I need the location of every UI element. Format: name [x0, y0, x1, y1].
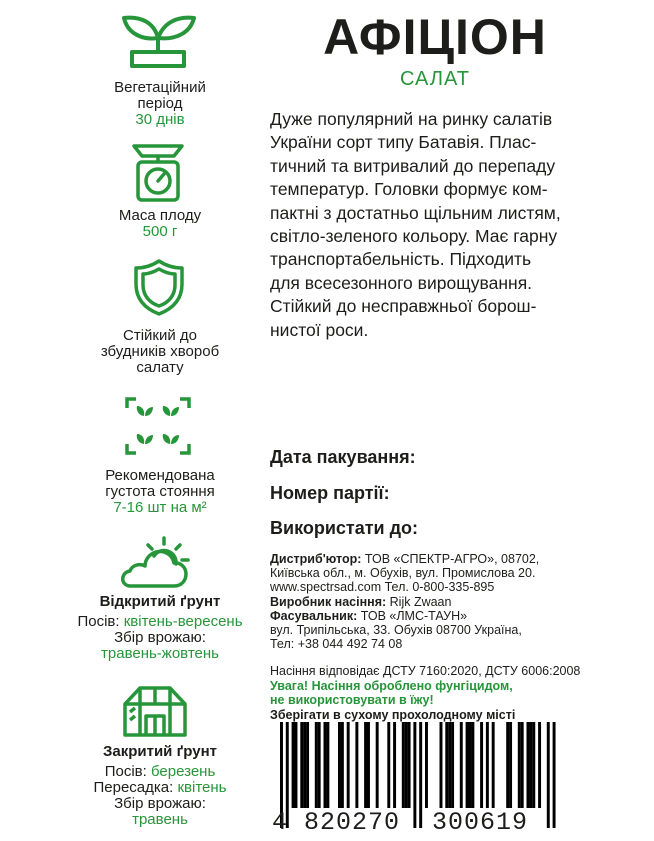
barcode-bar [480, 722, 483, 808]
barcode-bar [303, 722, 306, 808]
barcode-bar [445, 722, 448, 808]
open-ground-sowing [55, 614, 265, 630]
barcode-bar [527, 722, 530, 808]
description-line: світло-зеленого кольору. Має гарну [270, 226, 558, 247]
open-ground-section [55, 594, 265, 662]
barcode-bar [547, 722, 550, 828]
barcode-bar [324, 722, 327, 808]
barcode-bar [466, 722, 469, 808]
barcode-bar [506, 722, 509, 808]
resistance-label-3: салату [136, 359, 184, 376]
barcode-bar [532, 722, 535, 808]
barcode-bar [440, 722, 443, 808]
greenhouse-icon [122, 684, 188, 738]
vegetation-characteristic [55, 80, 265, 128]
barcode-bar [405, 722, 408, 808]
barcode-bar [521, 722, 524, 808]
barcode-first-digit: 4 [272, 808, 289, 837]
shield-icon [132, 258, 186, 316]
barcode-bar [326, 722, 329, 808]
barcode-bar [486, 722, 489, 808]
open-ground-title: Відкритий ґрунт [99, 593, 221, 610]
description-line: Дуже популярний на ринку салатів [270, 109, 553, 129]
vegetation-label-2: період [137, 95, 183, 112]
barcode-bar [529, 722, 532, 808]
barcode-bar [460, 722, 463, 808]
packing-date-label: Дата пакування: [270, 447, 416, 467]
product-title: АФІЦІОН [323, 9, 547, 65]
barcode-bar [295, 722, 298, 808]
barcode-group-1: 820270 [304, 808, 401, 837]
barcode-bar [471, 722, 474, 808]
description-line: Стійкий до несправжньої борош- [270, 296, 537, 317]
closed-ground-sowing [55, 764, 265, 780]
barcode-bar [318, 722, 321, 808]
distributor-line: ТОВ «СПЕКТР-АГРО», 08702, [364, 552, 540, 566]
sprout-icon [118, 8, 198, 70]
barcode-bar [347, 722, 350, 808]
barcode-bar [300, 722, 303, 808]
barcode-bar [553, 722, 556, 828]
storage-note: Зберігати в сухому прохолодному місті [270, 707, 516, 722]
closed-ground-section [55, 744, 265, 828]
planting-grid-icon [124, 396, 192, 456]
description-line: нистої роси. [270, 319, 369, 340]
barcode-bar [451, 722, 454, 808]
resistance-label-2: збудників хвороб [100, 343, 220, 360]
packer-line: вул. Трипільська, 33. Обухів 08700 Україна, [270, 623, 522, 638]
open-sowing-label: Посів: [77, 613, 120, 630]
producer-value: Rijk Zwaan [389, 594, 452, 609]
barcode-bar [355, 722, 358, 808]
barcode-bar [402, 722, 405, 808]
barcode-bar [518, 722, 521, 808]
density-label-2: густота стояння [105, 483, 215, 500]
barcode-bar [419, 722, 422, 828]
use-before-label: Використати до: [270, 518, 419, 538]
warning-line: не використовувати в їжу! [270, 693, 434, 708]
density-characteristic [55, 468, 265, 516]
distributor-label: Дистриб'ютор: [270, 552, 362, 566]
barcode-bar [492, 722, 495, 808]
distributor-line: Київська обл., м. Обухів, вул. Промислова 20. [270, 566, 536, 581]
scale-icon [130, 142, 186, 204]
barcode-bar [338, 722, 341, 808]
barcode-bar [425, 722, 428, 808]
mass-value: 500 г [142, 223, 178, 240]
description-line: температур. Головки формує ком- [270, 179, 548, 200]
product-subtitle: САЛАТ [400, 68, 470, 90]
vegetation-label-1: Вегетаційний [114, 79, 206, 96]
packer-line: Тел: +38 044 492 74 08 [270, 637, 403, 652]
distributor-line: www.spectrsad.com Тел. 0-800-335-895 [270, 580, 495, 595]
barcode-bar [469, 722, 472, 808]
open-harvest-value: травень-жовтень [101, 645, 219, 662]
standard-note: Насіння відповідає ДСТУ 7160:2020, ДСТУ 6006:2008 [270, 664, 581, 678]
packer-line: ТОВ «ЛМС-ТАУН» [360, 608, 468, 623]
product-description [270, 108, 640, 342]
closed-harvest-label: Збір врожаю: [114, 795, 206, 812]
barcode-bar [387, 722, 390, 808]
open-harvest-label: Збір врожаю: [114, 629, 206, 646]
sun-cloud-icon [118, 534, 192, 590]
barcode-bar [292, 722, 295, 808]
barcode-bar [376, 722, 379, 808]
open-sowing-value: квітень-вересень [123, 613, 243, 630]
producer-label: Виробник насіння: [270, 594, 387, 609]
closed-transplant-value: квітень [177, 779, 227, 796]
barcode-bar [341, 722, 344, 808]
company-info [270, 552, 630, 651]
barcode-bar [315, 722, 318, 808]
barcode-bar [413, 722, 416, 828]
density-value: 7-16 шт на м² [113, 499, 207, 516]
closed-ground-transplant [55, 780, 265, 796]
barcode-bar [538, 722, 541, 808]
closed-harvest-value: травень [132, 811, 188, 828]
description-line: України сорт типу Батавія. Плас- [270, 132, 537, 153]
barcode-group-2: 300619 [432, 808, 529, 837]
barcode-bar [509, 722, 512, 808]
barcode-bar [306, 722, 309, 808]
batch-number-label: Номер партії: [270, 483, 390, 503]
barcode-bar [364, 722, 367, 808]
packer-label: Фасувальник: [270, 608, 358, 623]
barcode-bar [367, 722, 370, 808]
mass-label: Маса плоду [118, 207, 202, 224]
description-line: для всесезонного вирощування. [270, 272, 533, 293]
description-line: тичний та витривалий до перепаду [270, 155, 556, 176]
barcode-bar [408, 722, 411, 808]
description-line: пактні з достатньо щільним листям, [270, 202, 561, 223]
barcode-bar [393, 722, 396, 808]
closed-sowing-label: Посів: [104, 763, 147, 780]
density-label-1: Рекомендована [105, 467, 215, 484]
mass-characteristic [55, 208, 265, 240]
closed-sowing-value: березень [150, 763, 216, 780]
closed-ground-title: Закритий ґрунт [102, 743, 217, 760]
barcode-bar [448, 722, 451, 808]
description-line: транспортабельність. Підходить [270, 249, 532, 270]
notes [270, 664, 640, 722]
vegetation-value: 30 днів [135, 111, 185, 128]
resistance-characteristic [55, 328, 265, 376]
warning-line: Увага! Насіння оброблено фунгіцидом, [270, 678, 513, 693]
resistance-label-1: Стійкий до [123, 327, 197, 344]
closed-transplant-label: Пересадка: [93, 779, 174, 796]
